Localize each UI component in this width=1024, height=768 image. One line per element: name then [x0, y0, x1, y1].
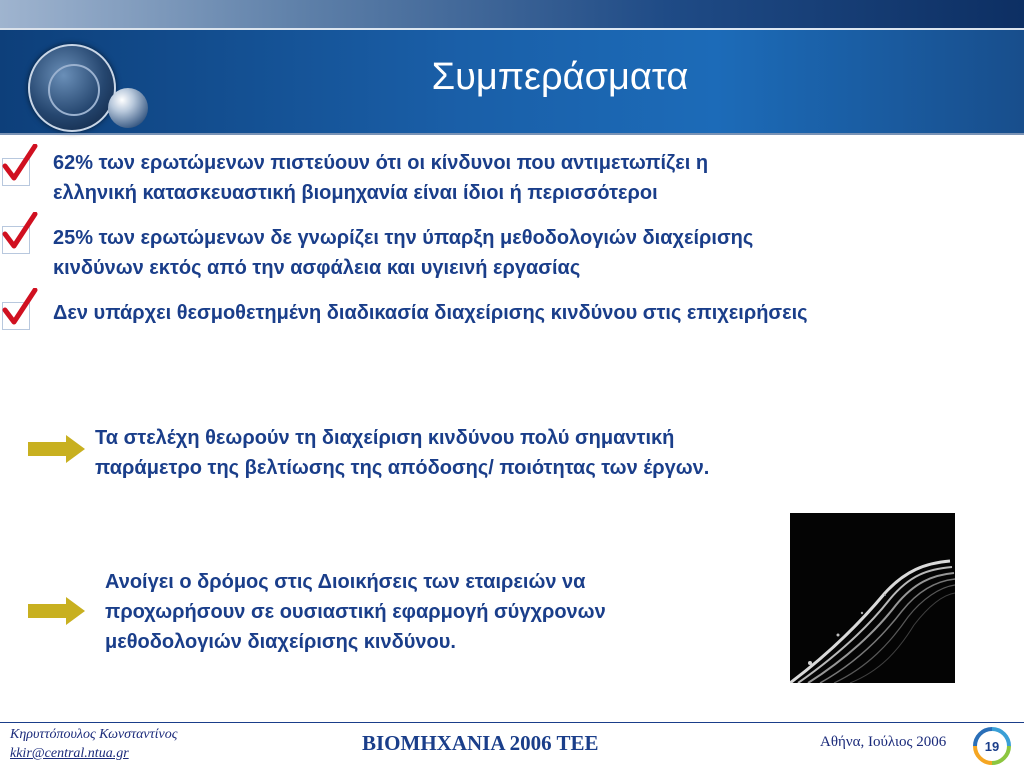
header-top-strip [0, 0, 1024, 28]
right-arrow-icon [28, 434, 86, 464]
highway-light-trails-photo [790, 513, 955, 683]
checkmark-icon [2, 212, 32, 252]
author-email-link[interactable]: kkir@central.ntua.gr [10, 746, 129, 761]
author-name: Κηρυττόπουλος Κωνσταντίνος [10, 727, 178, 742]
page-number: 19 [984, 739, 1000, 754]
header-bottom-line [0, 133, 1024, 135]
globe-logo [108, 88, 148, 128]
checkmark-icon [2, 144, 32, 184]
bullet-item: 62% των ερωτώμενων πιστεύουν ότι οι κίνδυνοι που αντιμετωπίζει η ελληνική κατασκευαστική βιομηχανία είναι ίδιοι ή περισσότεροι [53, 152, 709, 204]
footer-date: Αθήνα, Ιούλιος 2006 [820, 734, 947, 750]
checkmark-icon [2, 288, 32, 328]
bullet-item: 25% των ερωτώμενων δε γνωρίζει την ύπαρξη μεθοδολογιών διαχείρισης κινδύνων εκτός από την ασφάλεια και υγιεινή εργασίας [53, 227, 754, 279]
ntua-logo [28, 44, 116, 132]
conference-name: ΒΙΟΜΗΧΑΝΙΑ 2006 ΤΕΕ [362, 731, 599, 755]
right-arrow-icon [28, 596, 86, 626]
footer-divider [0, 722, 1024, 723]
slide-title: Συμπεράσματα [431, 56, 689, 98]
header-divider [0, 28, 1024, 30]
bullet-item: Δεν υπάρχει θεσμοθετημένη διαδικασία διαχείρισης κινδύνου στις επιχειρήσεις [53, 302, 808, 324]
conclusion-paragraph: Ανοίγει ο δρόμος στις Διοικήσεις των εταιρειών να προχωρήσουν σε ουσιαστική εφαρμογή σύγχρονων μεθοδολογιών διαχείρισης κινδύνου. [105, 571, 606, 653]
conclusion-paragraph: Τα στελέχη θεωρούν τη διαχείριση κινδύνου πολύ σημαντική παράμετρο της βελτίωσης της απόδοσης/ ποιότητας των έργων. [95, 427, 710, 479]
header-banner [0, 0, 1024, 133]
